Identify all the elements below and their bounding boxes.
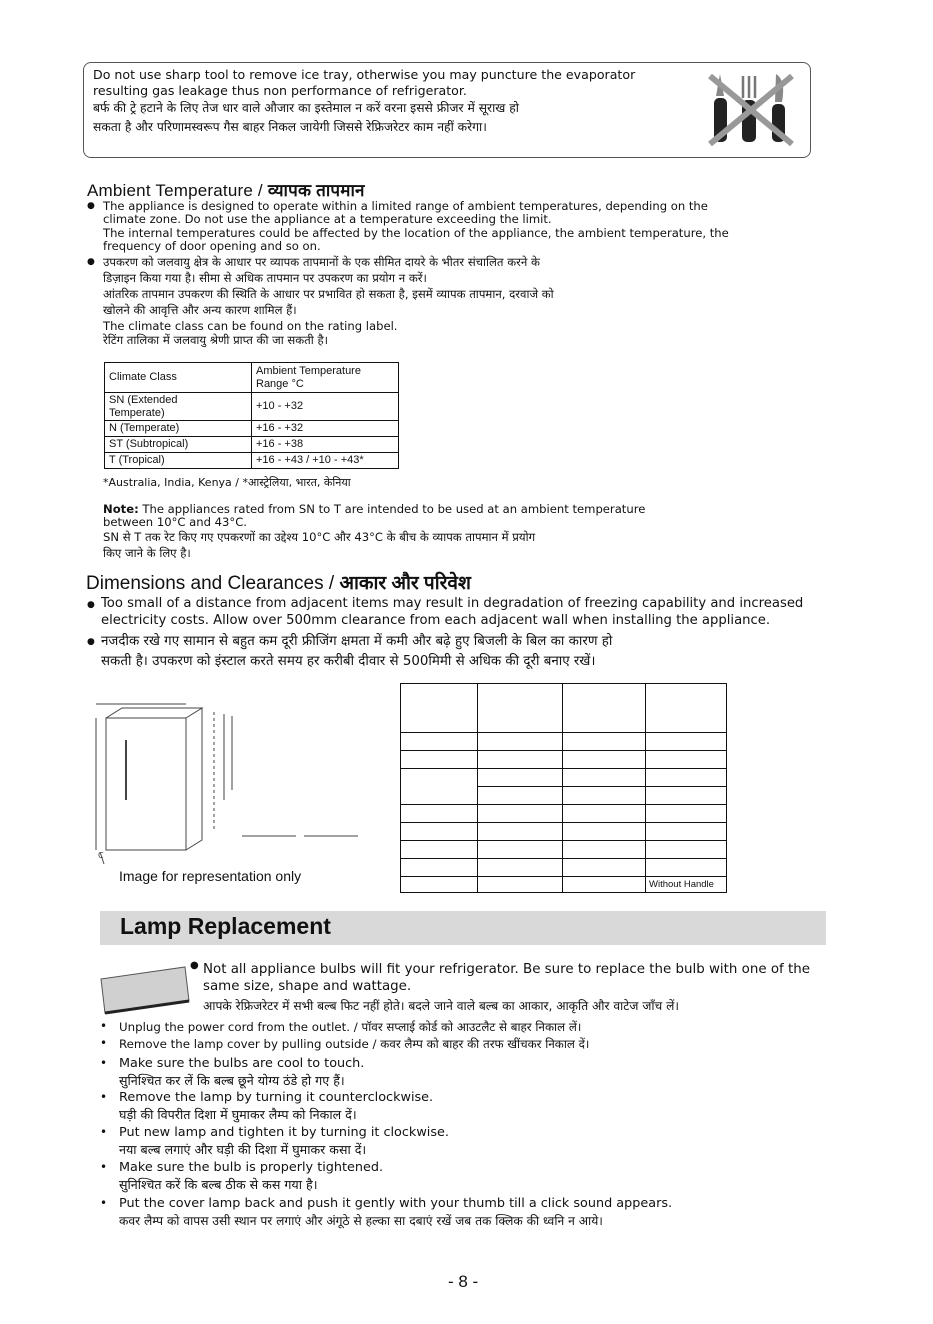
dimensions-hi-paragraph: [101, 632, 881, 672]
climate-class-table: [104, 362, 399, 469]
lamp-step-4-hi: घड़ी की विपरीत दिशा में घुमाकर लैम्प को निकाल दें।: [119, 1106, 357, 1122]
table-header-row: [105, 363, 399, 393]
bullet-icon: •: [100, 1196, 108, 1210]
bullet-icon: ●: [87, 637, 95, 647]
lamp-step-7-hi: कवर लैम्प को वापस उसी स्थान पर लगाएं और अंगूठे से हल्का सा दबाएं रखें जब तक क्लिक की ध्वनि न आये।: [119, 1213, 603, 1228]
bullet-icon: •: [100, 1090, 108, 1104]
warning-text: [93, 67, 705, 137]
warning-hi-line-1: बर्फ की ट्रे हटाने के लिए तेज धार वाले औजार का इस्तेमाल न करें वरना इससे फ्रीजर में सूराख हो: [93, 101, 519, 115]
lamp-step-7-en: Put the cover lamp back and push it gently with your thumb till a click sound appears.: [119, 1196, 673, 1211]
table-cell: +16 - +38: [252, 437, 399, 453]
ambient-en-line-3: The internal temperatures could be affected by the location of the appliance, the ambient temperature, the: [103, 225, 729, 240]
lamp-step-6: [119, 1160, 383, 1193]
bullet-icon: •: [100, 1160, 108, 1174]
ambient-hi-line-2: डिज़ाइन किया गया है। सीमा से अधिक तापमान पर उपकरण का प्रयोग न करें।: [103, 271, 427, 285]
table-row: [105, 437, 399, 453]
table-row: [105, 421, 399, 437]
table-cell: +16 - +32: [252, 421, 399, 437]
bullet-icon: ●: [87, 257, 95, 267]
ambient-en-line-1: The appliance is designed to operate within a limited range of ambient temperatures, depending on the: [103, 199, 708, 213]
ambient-en-paragraph: [103, 200, 863, 254]
ambient-en-line-2: climate zone. Do not use the appliance at a temperature exceeding the limit.: [103, 212, 552, 227]
table-cell: T (Tropical): [105, 453, 252, 469]
dimensions-heading-hi: आकार और परिवेश: [339, 573, 471, 594]
lamp-step-6-en: Make sure the bulb is properly tightened.: [119, 1160, 384, 1175]
dimensions-en-line-2: electricity costs. Allow over 500mm clearance from each adjacent wall when installing the appliance.: [101, 612, 771, 628]
table-row: [105, 393, 399, 421]
climate-class-note-hi: रेटिंग तालिका में जलवायु श्रेणी प्राप्त की जा सकती है।: [103, 333, 329, 347]
lamp-step-6-hi: सुनिश्चित करें कि बल्ब ठीक से कस गया है।: [119, 1176, 318, 1192]
bullet-icon: ●: [87, 600, 95, 610]
ambient-hi-line-3: आंतरिक तापमान उपकरण की स्थिति के आधार पर प्रभावित हो सकता है, इसमें व्यापक तापमान, दरवाजे को: [103, 287, 554, 301]
note-en-line-2: between 10°C and 43°C.: [103, 515, 247, 530]
dimensions-heading: [86, 569, 471, 595]
bullet-icon: •: [100, 1125, 108, 1139]
lamp-heading: Lamp Replacement: [120, 913, 331, 939]
climate-class-note-en: The climate class can be found on the rating label.: [103, 319, 398, 333]
ambient-en-line-4: frequency of door opening and so on.: [103, 239, 321, 254]
ambient-heading-hi: व्यापक तापमान: [267, 181, 365, 200]
bullet-icon: ●: [190, 960, 199, 971]
table-cell: SN (Extended Temperate): [105, 393, 252, 421]
note-hi: [103, 529, 863, 561]
without-handle-label: Without Handle: [646, 877, 727, 893]
image-caption: Image for representation only: [119, 868, 302, 884]
bullet-icon: •: [100, 1056, 108, 1070]
page-number: - 8 -: [448, 1272, 479, 1291]
lamp-step-5: [119, 1125, 449, 1158]
table-row: [105, 453, 399, 469]
dimensions-en-paragraph: [101, 596, 881, 629]
table-cell: +10 - +32: [252, 393, 399, 421]
dimensions-heading-en: Dimensions and Clearances /: [86, 573, 335, 594]
dimension-table: [400, 683, 727, 893]
table-cell: ST (Subtropical): [105, 437, 252, 453]
lamp-step-5-hi: नया बल्ब लगाएं और घड़ी की दिशा में घुमाकर कसा दें।: [119, 1141, 367, 1157]
note-label: Note:: [103, 502, 139, 516]
lamp-note-en-line-1: Not all appliance bulbs will fit your refrigerator. Be sure to replace the bulb with one of the: [203, 962, 810, 977]
table-cell: +16 - +43 / +10 - +43*: [252, 453, 399, 469]
ambient-hi-paragraph: [103, 254, 863, 318]
dimensions-en-line-1: Too small of a distance from adjacent items may result in degradation of freezing capability and increased: [101, 596, 804, 611]
lamp-step-7: [119, 1196, 879, 1229]
bullet-icon: ●: [87, 201, 95, 211]
note-hi-line-2: किए जाने के लिए है।: [103, 546, 191, 560]
note-tab-icon: [97, 963, 193, 1017]
refrigerator-diagram: [82, 700, 362, 870]
svg-text:C: C: [98, 851, 104, 860]
dimensions-hi-line-1: नजदीक रखे गए सामान से बहुत कम दूरी फ्रीजिंग क्षमता में कमी और बढ़े हुए बिजली के बिल का कारण हो: [101, 634, 613, 649]
ambient-heading-en: Ambient Temperature /: [87, 181, 263, 200]
lamp-note-en-line-2: same size, shape and wattage.: [203, 978, 412, 994]
table-cell: N (Temperate): [105, 421, 252, 437]
lamp-step-2: Remove the lamp cover by pulling outside / कवर लैम्प को बाहर की तरफ खींचकर निकाल दें।: [119, 1037, 590, 1051]
ambient-hi-line-4: खोलने की आवृत्ति और अन्य कारण शामिल हैं।: [103, 303, 297, 317]
lamp-step-5-en: Put new lamp and tighten it by turning it clockwise.: [119, 1125, 449, 1140]
note-en: [103, 503, 863, 530]
dimensions-hi-line-2: सकती है। उपकरण को इंस्टाल करते समय हर करीबी दीवार से 500मिमी से अधिक की दूरी बनाए रखें।: [101, 654, 596, 669]
bullet-icon: •: [100, 1019, 108, 1033]
lamp-note-hi: आपके रेफ्रिजरेटर में सभी बल्ब फिट नहीं होते। बदले जाने वाले बल्ब का आकार, आकृति और वाटेज जाँच लें।: [203, 999, 680, 1013]
ambient-heading: [87, 178, 365, 201]
warning-en-line-2: resulting gas leakage thus non performance of refrigerator.: [93, 83, 467, 98]
lamp-step-3-en: Make sure the bulbs are cool to touch.: [119, 1056, 365, 1071]
warning-en-line-1: Do not use sharp tool to remove ice tray, otherwise you may puncture the evaporator: [93, 67, 636, 82]
note-en-line-1: The appliances rated from SN to T are intended to be used at an ambient temperature: [138, 502, 646, 516]
climate-footnote: *Australia, India, Kenya / *आस्ट्रेलिया, भारत, केनिया: [103, 476, 351, 489]
lamp-step-1: Unplug the power cord from the outlet. / पॉवर सप्लाई कोर्ड को आउटलैट से बाहर निकाल लें।: [119, 1020, 582, 1034]
lamp-note-en: [203, 962, 853, 995]
warning-hi-line-2: सकता है और परिणामस्वरूप गैस बाहर निकल जायेगी जिससे रेफ्रिजरेटर काम नहीं करेगा।: [93, 120, 487, 134]
no-sharp-tools-icon: [706, 70, 798, 148]
lamp-step-3-hi: सुनिश्चित कर लें कि बल्ब छूने योग्य ठंडे हो गए हैं।: [119, 1072, 345, 1088]
lamp-step-3: [119, 1056, 364, 1089]
ambient-hi-line-1: उपकरण को जलवायु क्षेत्र के आधार पर व्यापक तापमानों के एक सीमित दायरे के भीतर संचालित करने के: [103, 255, 540, 269]
table-header-cell: Ambient Temperature Range °C: [252, 363, 399, 393]
lamp-step-4-en: Remove the lamp by turning it counterclockwise.: [119, 1090, 434, 1105]
note-hi-line-1: SN से T तक रेट किए गए एपकरणों का उद्देश्य 10°C और 43°C के बीच के व्यापक तापमान में प्रयोग: [103, 530, 536, 544]
table-header-cell: Climate Class: [105, 363, 252, 393]
bullet-icon: •: [100, 1036, 108, 1050]
lamp-step-4: [119, 1090, 433, 1123]
